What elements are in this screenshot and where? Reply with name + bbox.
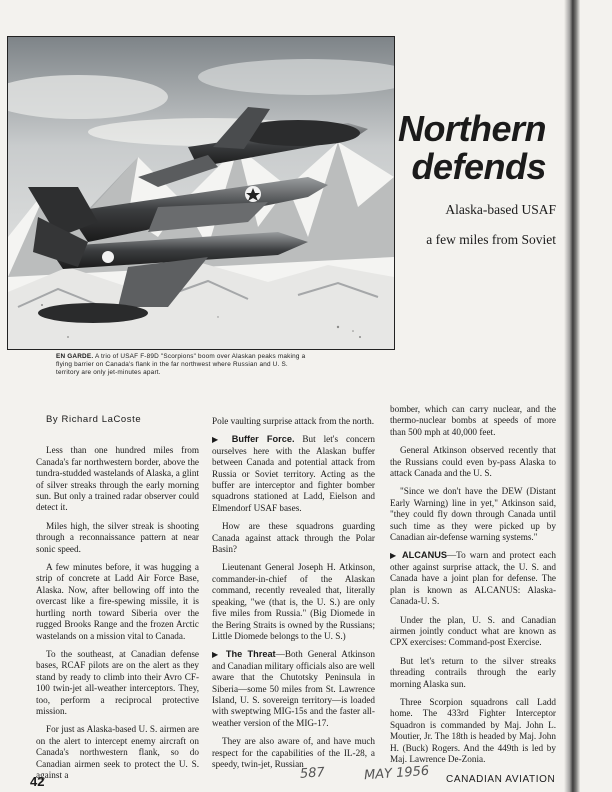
col1-paragraph: A few minutes before, it was hugging a strip of concrete at Ladd Air Force Base, Alaska. Now, after bellowing off into the overcast like a fire-spewing missile, it is hurtling north toward Siberia over the rugged Brooks Range and the frozen Arctic wastelands on a mission vital to Canada. (36, 562, 199, 641)
col2-paragraph-text: —Both General Atkinson and Canadian military officials also are well aware that the Chutotsky Peninsula in Siberia—some 50 miles from St. Lawrence Island, U. S. sovereign territory—is loaded with sweptwing MIG-15s and the faster all-weather version of the MIG-17. (212, 649, 375, 728)
col3-paragraph-text: —To warn and protect each other against surprise attack, the U. S. and Canada have a joint plan for defense. The plan is known as ALCANUS: Alaska-Canada-U. S. (390, 550, 557, 607)
f89d-scorpions-illustration (8, 37, 394, 349)
col2-paragraph-buffer-force (212, 434, 375, 514)
section-heading-buffer-force: Buffer Force. (231, 434, 295, 445)
col3-paragraph: But let's return to the silver streaks threading contrails through the early morning Alaska sun. (390, 655, 556, 689)
magazine-name: CANADIAN AVIATION (446, 774, 556, 785)
col3-paragraph: bomber, which can carry nuclear, and the thermo-nuclear bombs at speeds of more than 500 mph at 40,000 feet. (390, 404, 556, 437)
section-marker-icon: ▶ (390, 551, 398, 561)
page-binding-shadow (564, 0, 580, 792)
col2-paragraph: How are these squadrons guarding Canada against attack through the Polar Basin? (212, 521, 375, 555)
page-number: 42 (30, 774, 45, 789)
col2-paragraph-threat (212, 649, 375, 729)
col1-paragraph: Less than one hundred miles from Canada's far northwestern border, above the tundra-studded wastelands of Alaska, a glint of silver streaks through the early morning sun. But only a trained radar observer could detect it. (36, 445, 199, 513)
section-marker-icon: ▶ (212, 435, 224, 445)
col1-paragraph: To the southeast, at Canadian defense bases, RCAF pilots are on the alert as they stand by ready to climb into their Avro CF-100 twin-jet all-weather interceptors. They, too, perform a reciprocal protective mission. (36, 648, 199, 716)
col1-paragraph: Miles high, the silver streak is shooting through a reconnaissance pattern at near sonic speed. (36, 520, 199, 554)
col2-paragraph-text: But let's concern ourselves here with the Alaskan buffer between Canada and potential attack from Russia or Soviet territory. Acting as the buffer are interceptor and fighter bomber squadrons stationed at Ladd, Eielson and Elmendorf USAF bases. (212, 434, 376, 513)
caption-text: A trio of USAF F-89D "Scorpions" boom over Alaskan peaks making a flying barrier on Canada's flank in the far northwest where Russian and U. S. territory are only jet-minutes apart. (56, 353, 306, 377)
article-column-1 (36, 412, 199, 788)
subhead-line-2: a few miles from Soviet (426, 232, 556, 247)
photo-caption (56, 353, 310, 378)
headline-line-2: defends (411, 146, 546, 187)
col3-paragraph-alcanus (390, 550, 556, 607)
handwritten-date: MAY 1956 (363, 763, 430, 784)
section-heading-alcanus: ALCANUS (402, 550, 447, 561)
col2-paragraph: Pole vaulting surprise attack from the north. (212, 416, 375, 426)
handwritten-number: 587 (299, 765, 326, 782)
col2-paragraph: Lieutenant General Joseph H. Atkinson, commander-in-chief of the Alaskan command, recently revealed that, literally speaking, "we (that is, the U. S.) are only five miles from Russia." (Big Diomede in the Bering Straits is owned by the Russians; Little Diomede belongs to the U. S.) (212, 562, 375, 641)
col2-paragraph: They are also aware of, and have much respect for the capabilities of the IL-28, a speedy, twin-jet, Russian (212, 736, 375, 769)
headline-line-1: Northern (398, 108, 546, 149)
col3-paragraph: General Atkinson observed recently that the Russians could even by-pass Alaska to attack Canada and the U. S. (390, 445, 556, 479)
section-heading-threat: The Threat (225, 649, 276, 660)
subhead-line-1: Alaska-based USAF (445, 202, 556, 217)
jet-formation-photo (7, 36, 395, 350)
article-column-3 (390, 404, 556, 772)
col3-paragraph: "Since we don't have the DEW (Distant Early Warning) line in yet," Atkinson said, "they could fly down through Canada until such time as they were picked up by Canadian air-defense warning systems." (390, 486, 556, 543)
article-column-2 (212, 416, 375, 777)
caption-lead: EN GARDE. (56, 353, 94, 360)
col1-paragraph: For just as Alaska-based U. S. airmen are on the alert to intercept enemy aircraft on Canada's northwestern flank, so do Canadian airmen seek to protect the U. S. against a (36, 724, 199, 780)
article-headline (398, 110, 546, 186)
byline: By Richard LaCoste (46, 414, 142, 425)
col3-paragraph: Under the plan, U. S. and Canadian airmen jointly conduct what are known as CPX exercises: Command-post Exercise. (390, 614, 556, 648)
col3-paragraph: Three Scorpion squadrons call Ladd home. The 433rd Fighter Interceptor Squadron is commanded by Maj. John L. Moutier, Jr. The 18th is headed by Maj. John H. (Buck) Rogers. And the 449th is led by Maj. Lawrence De-Zonia. (390, 696, 556, 764)
section-marker-icon: ▶ (212, 650, 221, 660)
